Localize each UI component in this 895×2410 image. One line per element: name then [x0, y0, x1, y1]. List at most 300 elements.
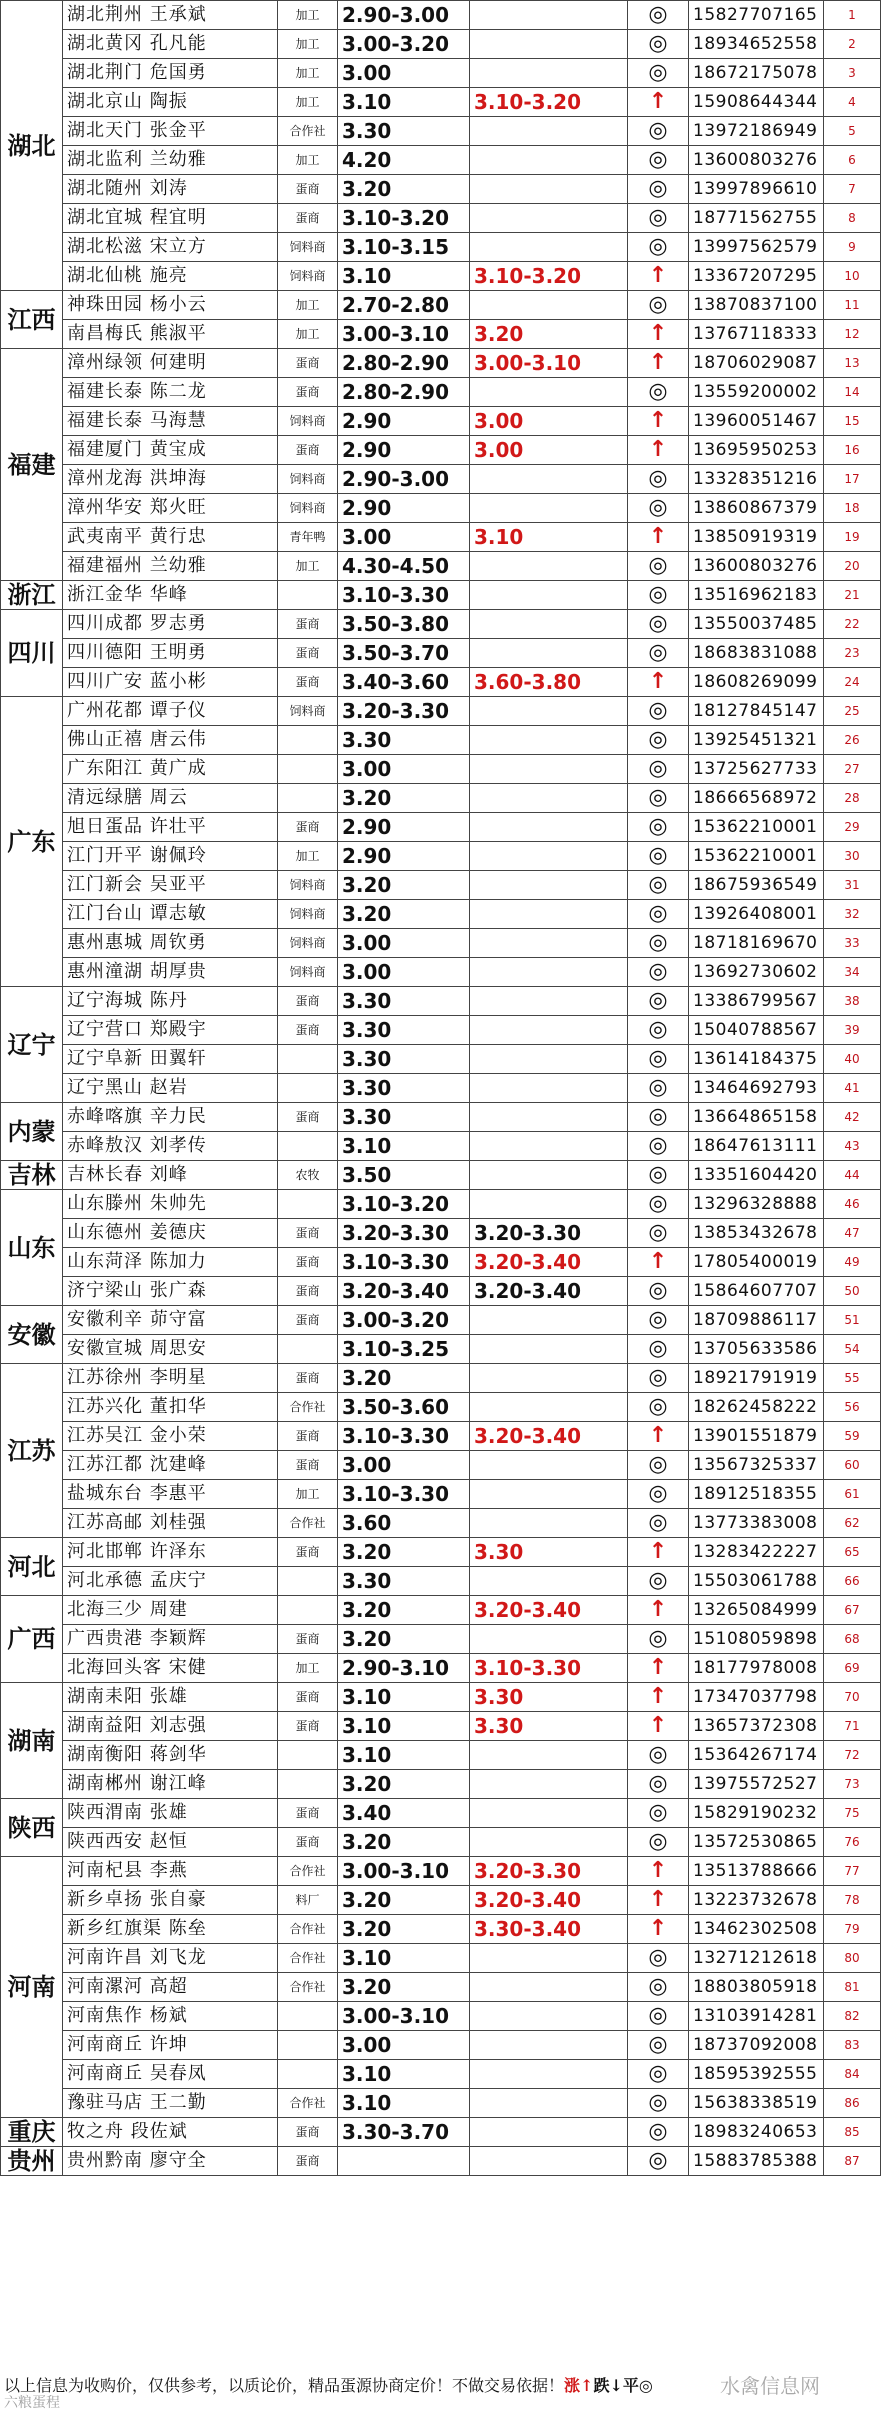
- circle-flat-icon: ◎: [648, 1075, 668, 1100]
- row-number-cell: 55: [824, 1364, 881, 1393]
- row-number-cell: 76: [824, 1828, 881, 1857]
- circle-flat-icon: ◎: [648, 785, 668, 810]
- price-cell: 3.20: [338, 900, 470, 929]
- circle-flat-icon: ◎: [648, 1829, 668, 1854]
- company-name-cell: 江苏徐州 李明星: [63, 1364, 278, 1393]
- business-type-cell: 蛋商: [278, 1219, 338, 1248]
- business-type-cell: 蛋商: [278, 175, 338, 204]
- province-cell: 广东: [1, 697, 63, 987]
- next-price-cell: 3.60-3.80: [470, 668, 628, 697]
- next-price-cell: [470, 146, 628, 175]
- trend-sign-cell: [628, 233, 689, 262]
- price-cell: 3.00-3.20: [338, 1306, 470, 1335]
- phone-cell: 13600803276: [689, 552, 824, 581]
- trend-sign-cell: [628, 668, 689, 697]
- trend-sign-cell: [628, 523, 689, 552]
- phone-cell: 13367207295: [689, 262, 824, 291]
- trend-sign-cell: [628, 1393, 689, 1422]
- company-name-cell: 福建长泰 陈二龙: [63, 378, 278, 407]
- phone-cell: 13614184375: [689, 1045, 824, 1074]
- company-name-cell: 北海回头客 宋健: [63, 1654, 278, 1683]
- price-cell: 3.00: [338, 755, 470, 784]
- arrow-up-icon: ↑: [648, 408, 668, 433]
- company-name-cell: 江苏兴化 董扣华: [63, 1393, 278, 1422]
- next-price-cell: [470, 1509, 628, 1538]
- price-cell: 2.90-3.00: [338, 1, 470, 30]
- phone-cell: 13103914281: [689, 2002, 824, 2031]
- table-row: [1, 1799, 881, 1828]
- circle-flat-icon: ◎: [648, 1800, 668, 1825]
- price-cell: 3.00: [338, 2031, 470, 2060]
- row-number-cell: 2: [824, 30, 881, 59]
- trend-sign-cell: [628, 1712, 689, 1741]
- table-row: [1, 1857, 881, 1886]
- next-price-cell: [470, 1567, 628, 1596]
- company-name-cell: 牧之舟 段佐斌: [63, 2118, 278, 2147]
- trend-sign-cell: [628, 146, 689, 175]
- business-type-cell: 合作社: [278, 1509, 338, 1538]
- phone-cell: 13901551879: [689, 1422, 824, 1451]
- price-cell: 3.30: [338, 1567, 470, 1596]
- table-row: [1, 1103, 881, 1132]
- next-price-cell: [470, 1480, 628, 1509]
- arrow-up-icon: ↑: [648, 437, 668, 462]
- table-row: [1, 523, 881, 552]
- phone-cell: 18718169670: [689, 929, 824, 958]
- next-price-cell: [470, 1973, 628, 2002]
- company-name-cell: 漳州龙海 洪坤海: [63, 465, 278, 494]
- table-row: [1, 436, 881, 465]
- phone-cell: 18709886117: [689, 1306, 824, 1335]
- row-number-cell: 24: [824, 668, 881, 697]
- company-name-cell: 河南商丘 许坤: [63, 2031, 278, 2060]
- circle-flat-icon: ◎: [648, 147, 668, 172]
- table-row: [1, 2089, 881, 2118]
- table-row: [1, 1306, 881, 1335]
- arrow-up-icon: ↑: [648, 1887, 668, 1912]
- next-price-cell: 3.30-3.40: [470, 1915, 628, 1944]
- company-name-cell: 河南商丘 吴春凤: [63, 2060, 278, 2089]
- next-price-cell: [470, 958, 628, 987]
- company-name-cell: 广东阳江 黄广成: [63, 755, 278, 784]
- business-type-cell: [278, 1045, 338, 1074]
- province-cell: 山东: [1, 1190, 63, 1306]
- phone-cell: 18771562755: [689, 204, 824, 233]
- table-row: [1, 581, 881, 610]
- trend-sign-cell: [628, 1045, 689, 1074]
- company-name-cell: 豫驻马店 王二勤: [63, 2089, 278, 2118]
- row-number-cell: 8: [824, 204, 881, 233]
- company-name-cell: 河南漯河 高超: [63, 1973, 278, 2002]
- business-type-cell: [278, 1074, 338, 1103]
- phone-cell: 13513788666: [689, 1857, 824, 1886]
- circle-flat-icon: ◎: [648, 1162, 668, 1187]
- next-price-cell: 3.30: [470, 1683, 628, 1712]
- business-type-cell: [278, 784, 338, 813]
- row-number-cell: 34: [824, 958, 881, 987]
- company-name-cell: 湖北荆门 危国勇: [63, 59, 278, 88]
- next-price-cell: [470, 900, 628, 929]
- trend-sign-cell: [628, 30, 689, 59]
- price-cell: [338, 2147, 470, 2176]
- company-name-cell: 山东菏泽 陈加力: [63, 1248, 278, 1277]
- row-number-cell: 79: [824, 1915, 881, 1944]
- trend-sign-cell: [628, 1132, 689, 1161]
- arrow-up-icon: ↑: [648, 350, 668, 375]
- next-price-cell: [470, 1770, 628, 1799]
- trend-sign-cell: [628, 552, 689, 581]
- phone-cell: 17805400019: [689, 1248, 824, 1277]
- phone-cell: 13283422227: [689, 1538, 824, 1567]
- table-row: [1, 378, 881, 407]
- legend-up-label: 涨: [564, 2376, 581, 2395]
- province-cell: 陕西: [1, 1799, 63, 1857]
- business-type-cell: 蛋商: [278, 1016, 338, 1045]
- business-type-cell: 加工: [278, 1, 338, 30]
- row-number-cell: 19: [824, 523, 881, 552]
- row-number-cell: 40: [824, 1045, 881, 1074]
- business-type-cell: [278, 581, 338, 610]
- company-name-cell: 湖北仙桃 施亮: [63, 262, 278, 291]
- phone-cell: 13926408001: [689, 900, 824, 929]
- province-cell: 福建: [1, 349, 63, 581]
- circle-flat-icon: ◎: [648, 1046, 668, 1071]
- circle-flat-icon: ◎: [648, 1626, 668, 1651]
- row-number-cell: 60: [824, 1451, 881, 1480]
- phone-cell: 13516962183: [689, 581, 824, 610]
- next-price-cell: [470, 465, 628, 494]
- arrow-up-icon: ↑: [648, 1858, 668, 1883]
- row-number-cell: 22: [824, 610, 881, 639]
- business-type-cell: 蛋商: [278, 987, 338, 1016]
- table-row: [1, 784, 881, 813]
- company-name-cell: 四川成都 罗志勇: [63, 610, 278, 639]
- next-price-cell: [470, 871, 628, 900]
- table-row: [1, 1393, 881, 1422]
- row-number-cell: 39: [824, 1016, 881, 1045]
- price-cell: 2.90-3.10: [338, 1654, 470, 1683]
- next-price-cell: [470, 726, 628, 755]
- trend-sign-cell: [628, 1857, 689, 1886]
- company-name-cell: 神珠田园 杨小云: [63, 291, 278, 320]
- business-type-cell: 农牧: [278, 1161, 338, 1190]
- company-name-cell: 河南许昌 刘飞龙: [63, 1944, 278, 1973]
- table-row: [1, 1451, 881, 1480]
- brand-watermark-left: 六粮蛋程: [4, 2395, 60, 2410]
- table-row: [1, 320, 881, 349]
- business-type-cell: 蛋商: [278, 378, 338, 407]
- company-name-cell: 浙江金华 华峰: [63, 581, 278, 610]
- circle-flat-icon: ◎: [648, 176, 668, 201]
- company-name-cell: 河南杞县 李燕: [63, 1857, 278, 1886]
- row-number-cell: 73: [824, 1770, 881, 1799]
- company-name-cell: 陕西西安 赵恒: [63, 1828, 278, 1857]
- business-type-cell: 蛋商: [278, 639, 338, 668]
- province-cell: 四川: [1, 610, 63, 697]
- trend-sign-cell: [628, 88, 689, 117]
- next-price-cell: 3.20-3.40: [470, 1422, 628, 1451]
- business-type-cell: 蛋商: [278, 610, 338, 639]
- next-price-cell: [470, 1132, 628, 1161]
- price-cell: 3.00-3.20: [338, 30, 470, 59]
- trend-sign-cell: [628, 1016, 689, 1045]
- table-row: [1, 30, 881, 59]
- phone-cell: 18595392555: [689, 2060, 824, 2089]
- table-row: [1, 987, 881, 1016]
- phone-cell: 13925451321: [689, 726, 824, 755]
- table-row: [1, 1045, 881, 1074]
- row-number-cell: 77: [824, 1857, 881, 1886]
- phone-cell: 18675936549: [689, 871, 824, 900]
- company-name-cell: 广州花都 谭子仪: [63, 697, 278, 726]
- price-cell: 3.30-3.70: [338, 2118, 470, 2147]
- next-price-cell: 3.20-3.40: [470, 1596, 628, 1625]
- business-type-cell: [278, 1596, 338, 1625]
- table-row: [1, 1364, 881, 1393]
- company-name-cell: 安徽利辛 茆守富: [63, 1306, 278, 1335]
- circle-flat-icon: ◎: [648, 2003, 668, 2028]
- circle-flat-icon: ◎: [648, 1278, 668, 1303]
- price-cell: 3.20: [338, 1364, 470, 1393]
- row-number-cell: 28: [824, 784, 881, 813]
- row-number-cell: 20: [824, 552, 881, 581]
- business-type-cell: 加工: [278, 1654, 338, 1683]
- price-cell: 3.10: [338, 88, 470, 117]
- next-price-cell: [470, 1045, 628, 1074]
- business-type-cell: [278, 2060, 338, 2089]
- next-price-cell: 3.20-3.40: [470, 1277, 628, 1306]
- trend-sign-cell: [628, 117, 689, 146]
- next-price-cell: 3.20-3.40: [470, 1248, 628, 1277]
- row-number-cell: 71: [824, 1712, 881, 1741]
- price-cell: 3.20: [338, 1596, 470, 1625]
- province-cell: 湖北: [1, 1, 63, 291]
- phone-cell: 18912518355: [689, 1480, 824, 1509]
- company-name-cell: 辽宁营口 郑殿宇: [63, 1016, 278, 1045]
- trend-sign-cell: [628, 929, 689, 958]
- row-number-cell: 11: [824, 291, 881, 320]
- province-cell: 湖南: [1, 1683, 63, 1799]
- trend-sign-cell: [628, 1306, 689, 1335]
- arrow-up-icon: ↑: [648, 1597, 668, 1622]
- arrow-up-icon: ↑: [648, 263, 668, 288]
- circle-flat-icon: ◎: [648, 2119, 668, 2144]
- table-row: [1, 1538, 881, 1567]
- trend-sign-cell: [628, 581, 689, 610]
- company-name-cell: 湖北荆州 王承斌: [63, 1, 278, 30]
- next-price-cell: [470, 552, 628, 581]
- row-number-cell: 78: [824, 1886, 881, 1915]
- row-number-cell: 47: [824, 1219, 881, 1248]
- next-price-cell: [470, 1741, 628, 1770]
- price-cell: 3.10-3.30: [338, 1248, 470, 1277]
- company-name-cell: 山东滕州 朱帅先: [63, 1190, 278, 1219]
- phone-cell: 18672175078: [689, 59, 824, 88]
- business-type-cell: [278, 1335, 338, 1364]
- phone-cell: 13265084999: [689, 1596, 824, 1625]
- row-number-cell: 42: [824, 1103, 881, 1132]
- arrow-up-icon: ↑: [648, 1423, 668, 1448]
- next-price-cell: [470, 987, 628, 1016]
- table-row: [1, 1219, 881, 1248]
- trend-sign-cell: [628, 465, 689, 494]
- arrow-up-icon: ↑: [648, 1713, 668, 1738]
- business-type-cell: 饲料商: [278, 900, 338, 929]
- table-row: [1, 697, 881, 726]
- next-price-cell: [470, 639, 628, 668]
- next-price-cell: [470, 1306, 628, 1335]
- price-cell: 2.90: [338, 842, 470, 871]
- phone-cell: 13725627733: [689, 755, 824, 784]
- company-name-cell: 河北邯郸 许泽东: [63, 1538, 278, 1567]
- business-type-cell: 蛋商: [278, 1277, 338, 1306]
- company-name-cell: 清远绿膳 周云: [63, 784, 278, 813]
- phone-cell: 13960051467: [689, 407, 824, 436]
- price-cell: 3.00: [338, 59, 470, 88]
- business-type-cell: 饲料商: [278, 262, 338, 291]
- price-cell: 3.00: [338, 958, 470, 987]
- phone-cell: 18921791919: [689, 1364, 824, 1393]
- trend-sign-cell: [628, 987, 689, 1016]
- phone-cell: 13773383008: [689, 1509, 824, 1538]
- row-number-cell: 7: [824, 175, 881, 204]
- price-cell: 3.40: [338, 1799, 470, 1828]
- arrow-up-icon: ↑: [648, 89, 668, 114]
- price-cell: 2.90-3.00: [338, 465, 470, 494]
- next-price-cell: [470, 30, 628, 59]
- row-number-cell: 1: [824, 1, 881, 30]
- legend-down-label: 跌: [593, 2376, 610, 2395]
- business-type-cell: 青年鸭: [278, 523, 338, 552]
- row-number-cell: 25: [824, 697, 881, 726]
- table-row: [1, 552, 881, 581]
- company-name-cell: 盐城东台 李惠平: [63, 1480, 278, 1509]
- phone-cell: 15503061788: [689, 1567, 824, 1596]
- circle-flat-icon: ◎: [648, 2, 668, 27]
- table-row: [1, 1712, 881, 1741]
- row-number-cell: 32: [824, 900, 881, 929]
- price-cell: 2.70-2.80: [338, 291, 470, 320]
- table-row: [1, 1335, 881, 1364]
- price-cell: 3.10: [338, 1683, 470, 1712]
- table-row: [1, 1567, 881, 1596]
- price-cell: 3.30: [338, 1103, 470, 1132]
- phone-cell: 13975572527: [689, 1770, 824, 1799]
- arrow-up-icon: ↑: [648, 1655, 668, 1680]
- price-cell: 3.10: [338, 1944, 470, 1973]
- circle-flat-icon: ◎: [648, 379, 668, 404]
- company-name-cell: 湖南郴州 谢江峰: [63, 1770, 278, 1799]
- row-number-cell: 84: [824, 2060, 881, 2089]
- trend-sign-cell: [628, 204, 689, 233]
- company-name-cell: 湖北随州 刘涛: [63, 175, 278, 204]
- row-number-cell: 27: [824, 755, 881, 784]
- trend-sign-cell: [628, 958, 689, 987]
- next-price-cell: [470, 1016, 628, 1045]
- row-number-cell: 5: [824, 117, 881, 146]
- company-name-cell: 江门新会 吴亚平: [63, 871, 278, 900]
- business-type-cell: 合作社: [278, 1973, 338, 2002]
- trend-sign-cell: [628, 1219, 689, 1248]
- province-cell: 河南: [1, 1857, 63, 2118]
- circle-flat-icon: ◎: [648, 843, 668, 868]
- circle-flat-icon: ◎: [648, 31, 668, 56]
- company-name-cell: 赤峰喀旗 辛力民: [63, 1103, 278, 1132]
- row-number-cell: 82: [824, 2002, 881, 2031]
- table-row: [1, 291, 881, 320]
- row-number-cell: 59: [824, 1422, 881, 1451]
- trend-sign-cell: [628, 320, 689, 349]
- price-cell: 3.10: [338, 1712, 470, 1741]
- circle-flat-icon: ◎: [648, 1452, 668, 1477]
- company-name-cell: 福建福州 兰幼雅: [63, 552, 278, 581]
- phone-cell: 13462302508: [689, 1915, 824, 1944]
- company-name-cell: 惠州惠城 周钦勇: [63, 929, 278, 958]
- legend-flat-icon: ◎: [638, 2376, 653, 2395]
- price-cell: 3.00-3.10: [338, 320, 470, 349]
- trend-sign-cell: [628, 1886, 689, 1915]
- price-cell: 3.10-3.20: [338, 1190, 470, 1219]
- price-cell: 3.10-3.30: [338, 1422, 470, 1451]
- table-row: [1, 2060, 881, 2089]
- circle-flat-icon: ◎: [648, 1220, 668, 1245]
- table-row: [1, 1596, 881, 1625]
- next-price-cell: [470, 1451, 628, 1480]
- next-price-cell: [470, 1190, 628, 1219]
- company-name-cell: 江苏高邮 刘桂强: [63, 1509, 278, 1538]
- price-cell: 3.10-3.20: [338, 204, 470, 233]
- phone-cell: 15362210001: [689, 813, 824, 842]
- next-price-cell: [470, 1828, 628, 1857]
- next-price-cell: [470, 1944, 628, 1973]
- row-number-cell: 15: [824, 407, 881, 436]
- company-name-cell: 辽宁海城 陈丹: [63, 987, 278, 1016]
- circle-flat-icon: ◎: [648, 959, 668, 984]
- next-price-cell: [470, 2089, 628, 2118]
- table-row: [1, 465, 881, 494]
- arrow-up-icon: ↑: [648, 1539, 668, 1564]
- phone-cell: 13271212618: [689, 1944, 824, 1973]
- phone-cell: 15362210001: [689, 842, 824, 871]
- company-name-cell: 武夷南平 黄行忠: [63, 523, 278, 552]
- table-row: [1, 958, 881, 987]
- table-row: [1, 146, 881, 175]
- circle-flat-icon: ◎: [648, 2061, 668, 2086]
- table-row: [1, 900, 881, 929]
- circle-flat-icon: ◎: [648, 1307, 668, 1332]
- next-price-cell: [470, 842, 628, 871]
- company-name-cell: 旭日蛋品 许壮平: [63, 813, 278, 842]
- row-number-cell: 51: [824, 1306, 881, 1335]
- table-row: [1, 2147, 881, 2176]
- business-type-cell: 饲料商: [278, 407, 338, 436]
- trend-sign-cell: [628, 494, 689, 523]
- next-price-cell: [470, 2002, 628, 2031]
- row-number-cell: 31: [824, 871, 881, 900]
- price-cell: 3.20: [338, 1538, 470, 1567]
- phone-cell: 18177978008: [689, 1654, 824, 1683]
- circle-flat-icon: ◎: [648, 1945, 668, 1970]
- price-cell: 3.20: [338, 1915, 470, 1944]
- phone-cell: 13705633586: [689, 1335, 824, 1364]
- company-name-cell: 惠州潼湖 胡厚贵: [63, 958, 278, 987]
- next-price-cell: [470, 1074, 628, 1103]
- arrow-up-icon: ↑: [648, 524, 668, 549]
- business-type-cell: [278, 1567, 338, 1596]
- table-row: [1, 1915, 881, 1944]
- phone-cell: 13692730602: [689, 958, 824, 987]
- table-row: [1, 233, 881, 262]
